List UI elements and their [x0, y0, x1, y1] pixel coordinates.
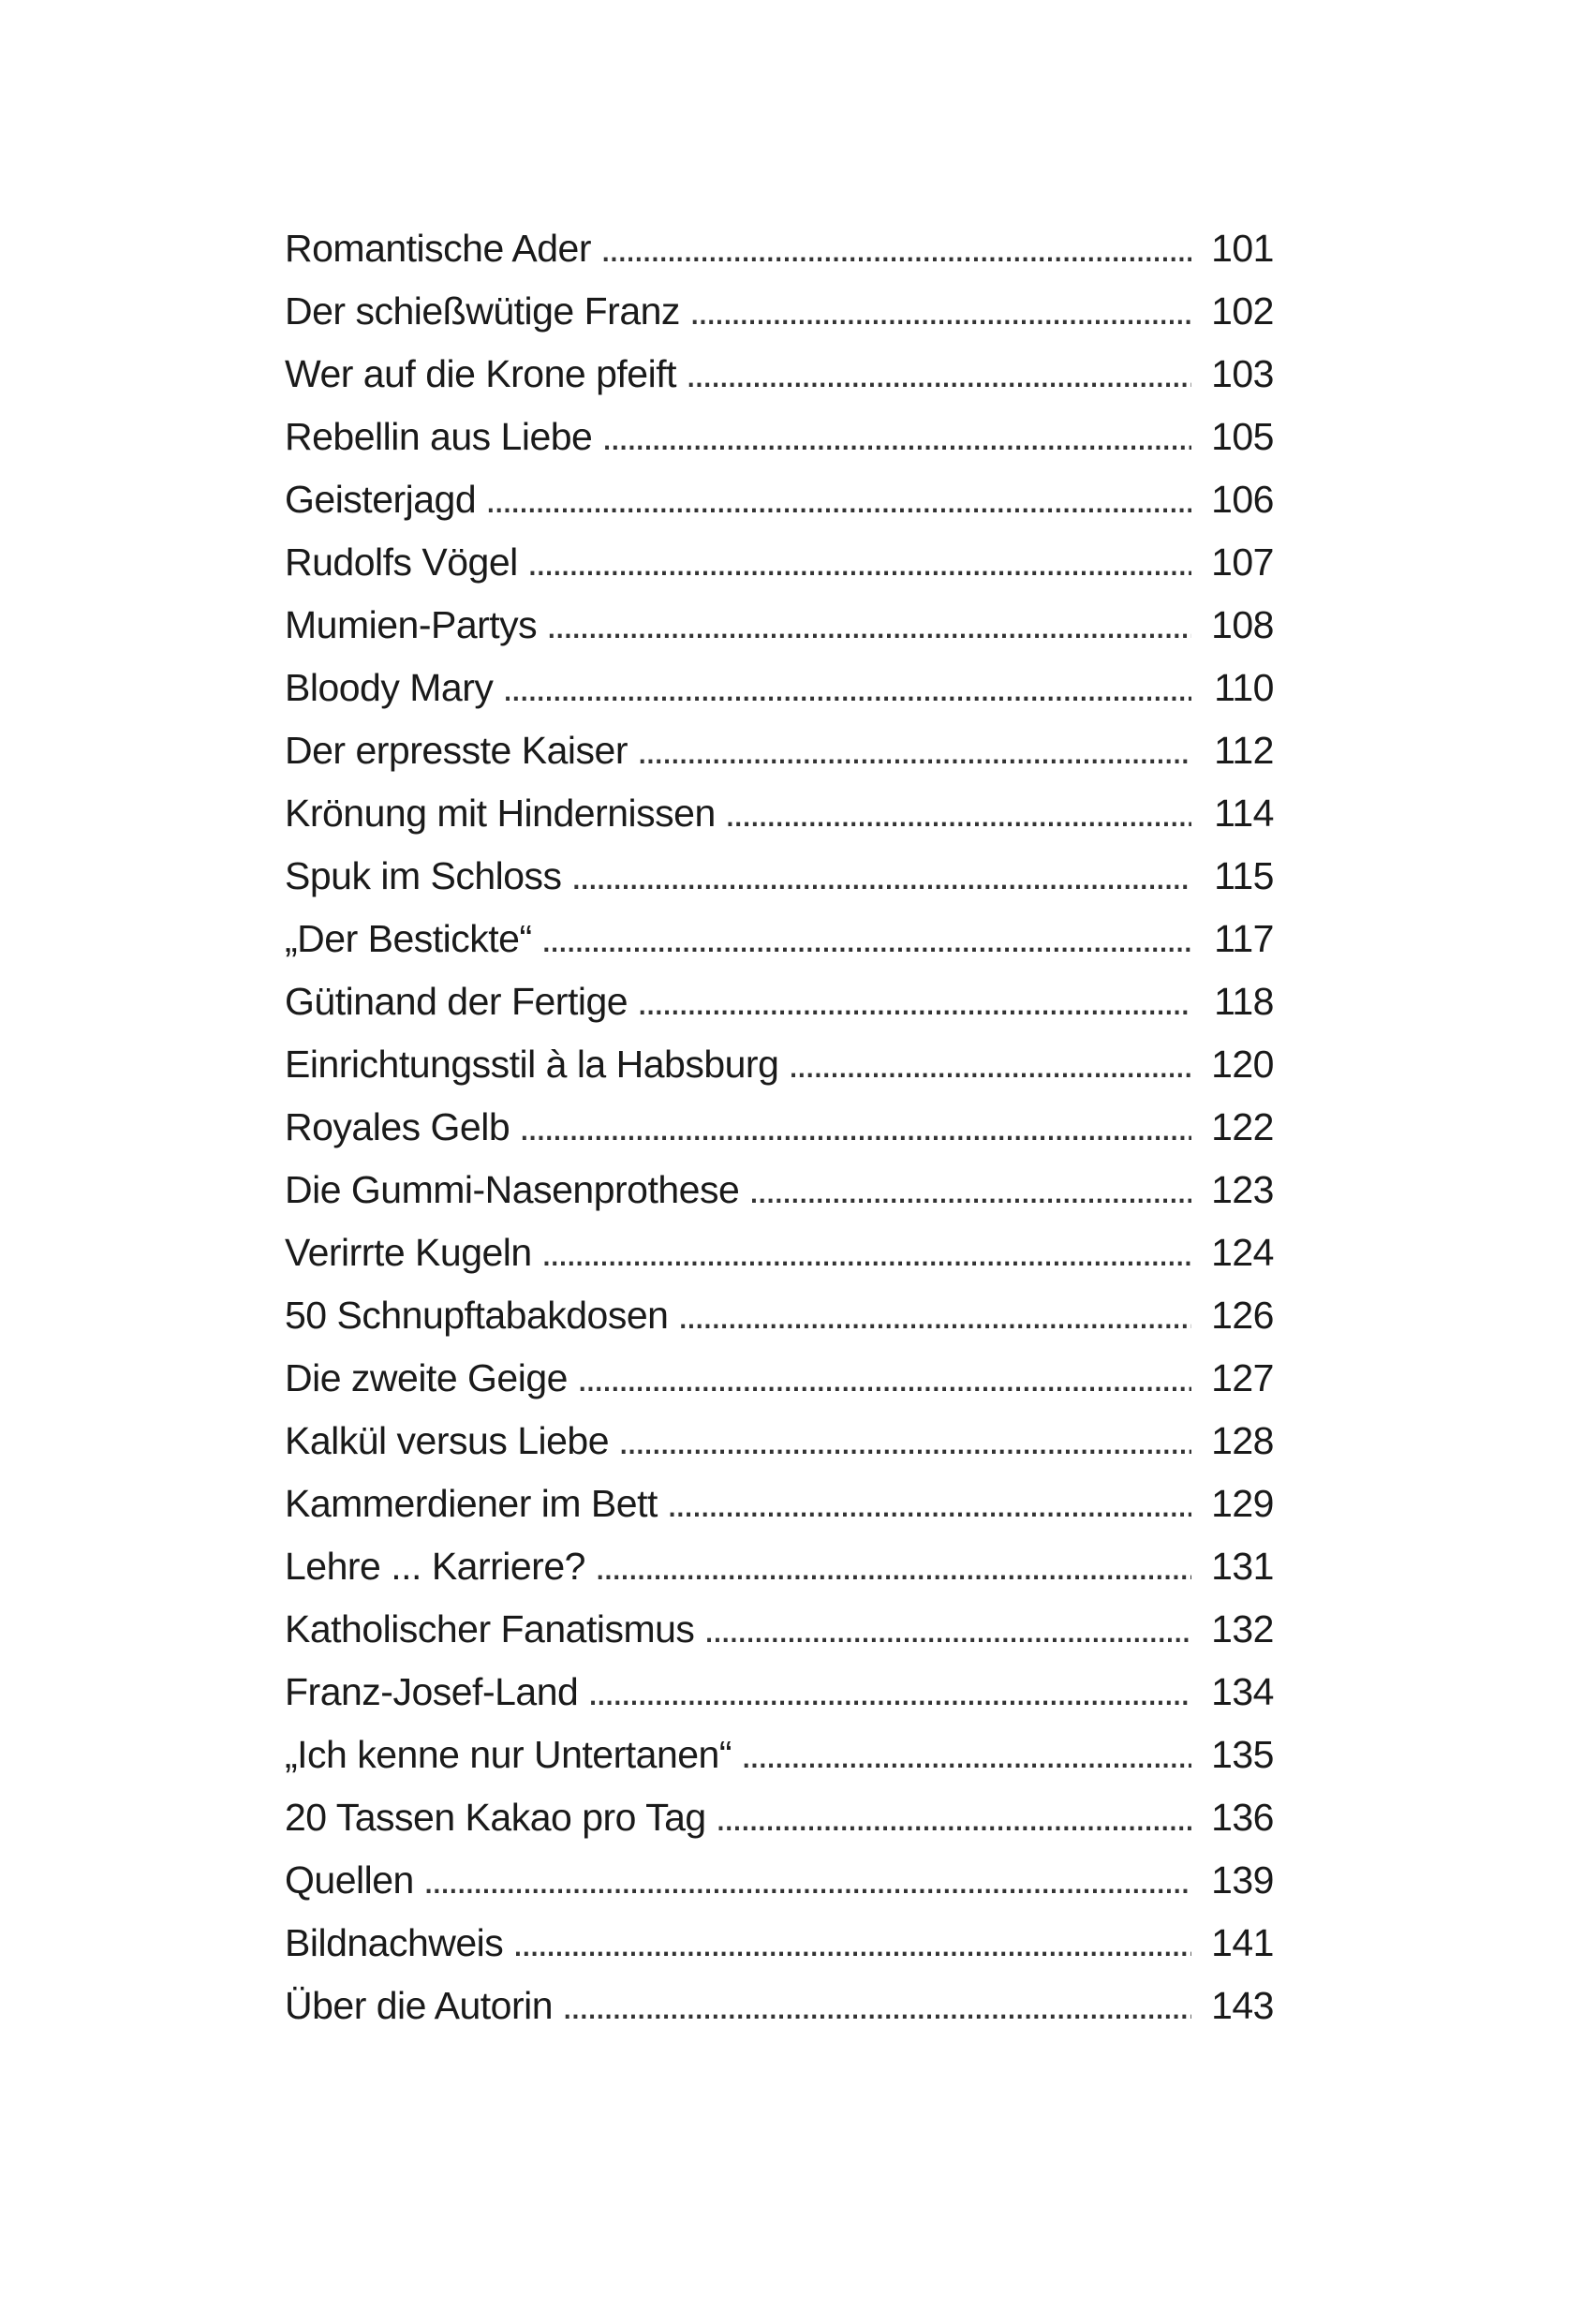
dot-leader: [571, 845, 1191, 908]
dot-leader: [423, 1849, 1191, 1912]
toc-entry[interactable]: [285, 1473, 1274, 1535]
toc-entry-title: Wer auf die Krone pfeift: [285, 352, 676, 395]
toc-entry-title: Verirrte Kugeln: [285, 1231, 532, 1274]
toc-entry-page-number: 124: [1211, 1231, 1274, 1274]
dot-leader: [502, 657, 1191, 719]
toc-entry[interactable]: [285, 1912, 1274, 1975]
toc-entry-page-number: 143: [1211, 1984, 1274, 2027]
toc-entry-page-number: 126: [1211, 1294, 1274, 1337]
toc-entry-page-number: 108: [1211, 603, 1274, 646]
toc-entry-title: „Ich kenne nur Untertanen“: [285, 1733, 732, 1776]
dot-leader: [519, 1096, 1191, 1159]
toc-entry-page-number: 131: [1211, 1545, 1274, 1588]
toc-entry-title: Rebellin aus Liebe: [285, 415, 593, 458]
table-of-contents: [285, 217, 1274, 2037]
toc-entry-page-number: 132: [1211, 1607, 1274, 1650]
toc-entry-title: Krönung mit Hindernissen: [285, 792, 716, 835]
dot-leader: [667, 1473, 1191, 1535]
toc-entry-title: Die zweite Geige: [285, 1356, 568, 1399]
dot-leader: [595, 1535, 1191, 1598]
toc-entry-page-number: 112: [1214, 729, 1274, 772]
toc-entry-title: Katholischer Fanatismus: [285, 1607, 695, 1650]
toc-entry-page-number: 103: [1211, 352, 1274, 395]
dot-leader: [637, 970, 1191, 1033]
toc-entry-page-number: 101: [1211, 227, 1274, 270]
toc-entry[interactable]: [285, 1347, 1274, 1410]
toc-entry-title: Rudolfs Vögel: [285, 540, 518, 584]
toc-entry-page-number: 128: [1211, 1419, 1274, 1462]
toc-entry[interactable]: [285, 1849, 1274, 1912]
toc-entry[interactable]: [285, 845, 1274, 908]
dot-leader: [541, 908, 1191, 970]
toc-entry[interactable]: [285, 406, 1274, 468]
toc-entry-page-number: 102: [1211, 289, 1274, 333]
toc-entry-page-number: 115: [1214, 854, 1274, 897]
dot-leader: [703, 1598, 1191, 1661]
toc-entry-title: Bildnachweis: [285, 1921, 504, 1964]
toc-entry-title: Gütinand der Fertige: [285, 980, 628, 1023]
toc-entry[interactable]: [285, 1096, 1274, 1159]
toc-entry[interactable]: [285, 1975, 1274, 2037]
toc-entry[interactable]: [285, 468, 1274, 531]
toc-entry-page-number: 118: [1214, 980, 1274, 1023]
toc-entry-page-number: 110: [1214, 666, 1274, 709]
toc-entry-title: Royales Gelb: [285, 1105, 510, 1148]
toc-entry-title: Einrichtungsstil à la Habsburg: [285, 1043, 779, 1086]
toc-entry[interactable]: [285, 1410, 1274, 1473]
dot-leader: [600, 217, 1191, 280]
toc-entry[interactable]: [285, 280, 1274, 343]
toc-entry-title: Lehre ... Karriere?: [285, 1545, 585, 1588]
dot-leader: [788, 1033, 1191, 1096]
toc-entry-page-number: 117: [1214, 917, 1274, 960]
toc-entry-page-number: 136: [1211, 1796, 1274, 1839]
toc-entry-page-number: 122: [1211, 1105, 1274, 1148]
dot-leader: [741, 1724, 1191, 1786]
toc-entry-title: Der schießwütige Franz: [285, 289, 680, 333]
toc-entry-title: „Der Bestickte“: [285, 917, 532, 960]
toc-entry-page-number: 139: [1211, 1858, 1274, 1902]
dot-leader: [601, 406, 1191, 468]
toc-entry-title: Über die Autorin: [285, 1984, 554, 2027]
toc-entry-page-number: 127: [1211, 1356, 1274, 1399]
toc-entry-title: Bloody Mary: [285, 666, 494, 709]
toc-entry[interactable]: [285, 1284, 1274, 1347]
toc-entry-title: Romantische Ader: [285, 227, 592, 270]
toc-entry-page-number: 141: [1211, 1921, 1274, 1964]
dot-leader: [512, 1912, 1191, 1975]
toc-entry[interactable]: [285, 1535, 1274, 1598]
dot-leader: [725, 782, 1191, 845]
toc-entry-title: 50 Schnupftabakdosen: [285, 1294, 669, 1337]
toc-entry-title: Die Gummi-Nasenprothese: [285, 1168, 740, 1211]
toc-entry[interactable]: [285, 217, 1274, 280]
toc-entry-title: Kalkül versus Liebe: [285, 1419, 610, 1462]
toc-entry[interactable]: [285, 908, 1274, 970]
toc-entry[interactable]: [285, 1598, 1274, 1661]
toc-entry[interactable]: [285, 1661, 1274, 1724]
toc-entry-title: 20 Tassen Kakao pro Tag: [285, 1796, 706, 1839]
dot-leader: [577, 1347, 1191, 1410]
toc-entry-page-number: 120: [1211, 1043, 1274, 1086]
toc-entry[interactable]: [285, 970, 1274, 1033]
toc-entry-page-number: 135: [1211, 1733, 1274, 1776]
toc-entry-title: Franz-Josef-Land: [285, 1670, 579, 1713]
toc-entry-page-number: 134: [1211, 1670, 1274, 1713]
toc-entry[interactable]: [285, 719, 1274, 782]
toc-entry-page-number: 129: [1211, 1482, 1274, 1525]
toc-entry-page-number: 114: [1214, 792, 1274, 835]
toc-entry-title: Der erpresste Kaiser: [285, 729, 628, 772]
dot-leader: [485, 468, 1191, 531]
dot-leader: [748, 1159, 1191, 1221]
toc-entry-title: Geisterjagd: [285, 478, 477, 521]
dot-leader: [716, 1786, 1191, 1849]
dot-leader: [686, 343, 1191, 406]
toc-entry-title: Spuk im Schloss: [285, 854, 562, 897]
dot-leader: [677, 1284, 1191, 1347]
toc-entry[interactable]: [285, 343, 1274, 406]
dot-leader: [546, 594, 1191, 657]
toc-entry-title: Quellen: [285, 1858, 414, 1902]
toc-entry[interactable]: [285, 657, 1274, 719]
toc-entry-page-number: 105: [1211, 415, 1274, 458]
toc-entry[interactable]: [285, 594, 1274, 657]
toc-entry-title: Kammerdiener im Bett: [285, 1482, 658, 1525]
toc-entry-page-number: 123: [1211, 1168, 1274, 1211]
dot-leader: [637, 719, 1191, 782]
toc-entry[interactable]: [285, 1159, 1274, 1221]
dot-leader: [541, 1221, 1191, 1284]
dot-leader: [562, 1975, 1191, 2037]
toc-entry[interactable]: [285, 531, 1274, 594]
dot-leader: [618, 1410, 1191, 1473]
toc-entry[interactable]: [285, 782, 1274, 845]
dot-leader: [527, 531, 1191, 594]
toc-entry[interactable]: [285, 1724, 1274, 1786]
toc-entry[interactable]: [285, 1786, 1274, 1849]
dot-leader: [689, 280, 1191, 343]
toc-entry-page-number: 107: [1211, 540, 1274, 584]
toc-entry-title: Mumien-Partys: [285, 603, 538, 646]
dot-leader: [587, 1661, 1191, 1724]
toc-entry[interactable]: [285, 1033, 1274, 1096]
toc-entry[interactable]: [285, 1221, 1274, 1284]
toc-entry-page-number: 106: [1211, 478, 1274, 521]
